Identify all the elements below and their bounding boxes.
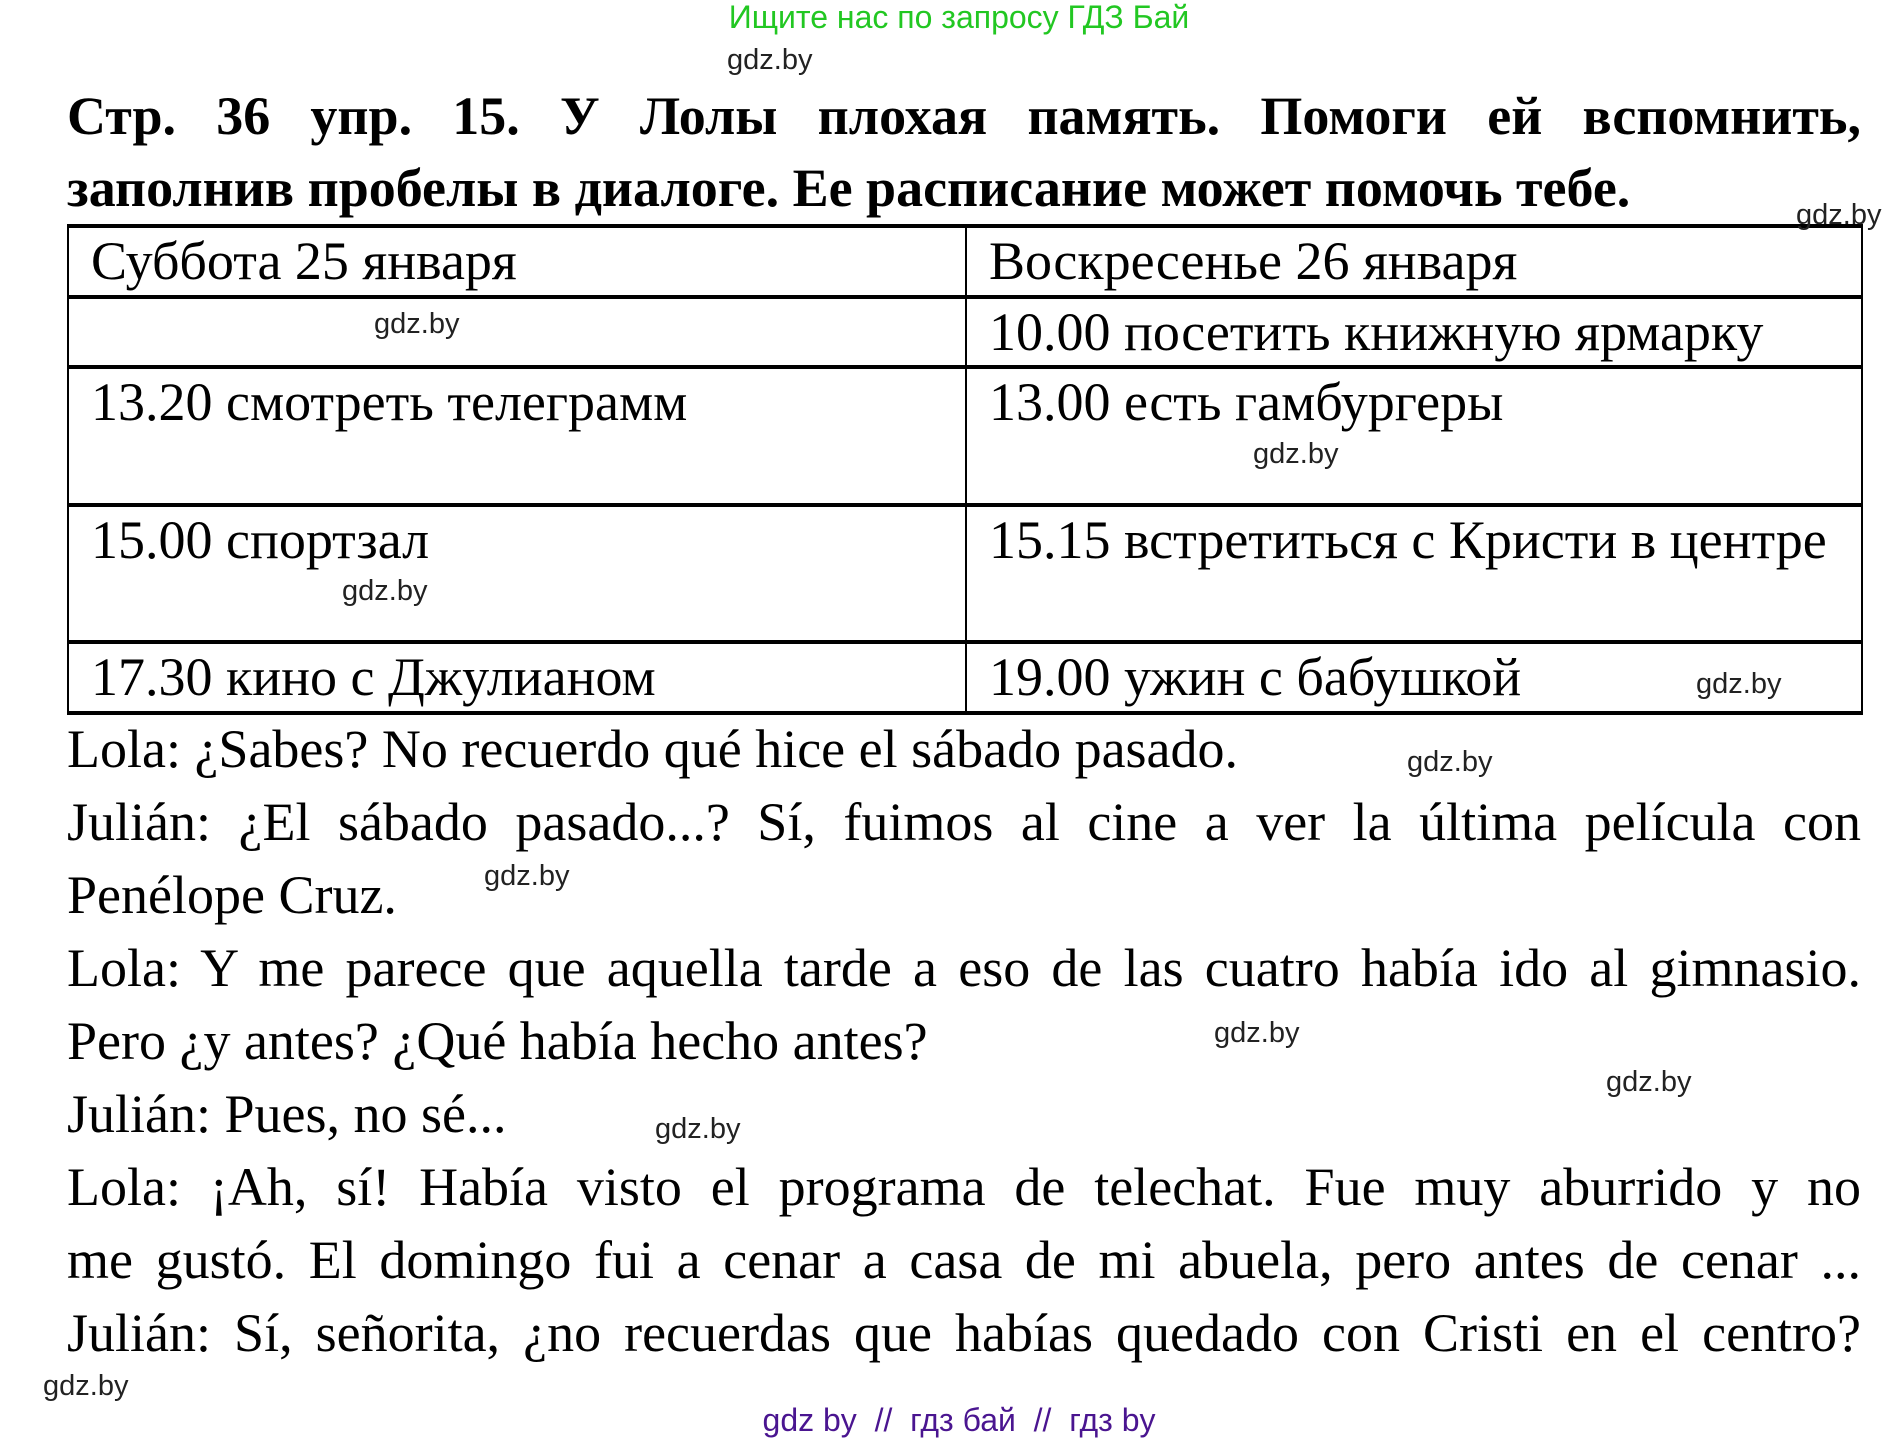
sunday-cell: 15.15 встретиться с Кристи в центре	[966, 505, 1862, 642]
saturday-cell	[68, 297, 966, 367]
watermark: gdz.by	[1253, 438, 1339, 470]
footer-links: gdz by // гдз бай // гдз by	[762, 1402, 1156, 1438]
dialogue-line: Julián: Sí, señorita, ¿no recuerdas que habías quedado con Cristi en el centro?	[67, 1303, 1861, 1363]
header-saturday: Суббота 25 января	[68, 226, 966, 297]
watermark: gdz.by	[342, 575, 428, 607]
header-sunday: Воскресенье 26 января	[966, 226, 1862, 297]
table-row	[68, 642, 1862, 713]
table-row	[68, 367, 1862, 505]
table-row	[68, 505, 1862, 642]
dialogue-line: me gustó. El domingo fui a cenar a casa de mi abuela, pero antes de cenar ...	[67, 1230, 1861, 1290]
sunday-cell: 13.00 есть гамбургеры	[966, 367, 1862, 505]
exercise-title-line-1: Стр. 36 упр. 15. У Лолы плохая память. Помоги ей вспомнить,	[67, 86, 1861, 146]
watermark: gdz.by	[727, 44, 813, 76]
exercise-title-line-2: заполнив пробелы в диалоге. Ее расписание может помочь тебе.	[67, 158, 1631, 218]
dialogue-line: Lola: ¿Sabes? No recuerdo qué hice el sábado pasado.	[67, 719, 1239, 779]
watermark: gdz.by	[655, 1113, 741, 1145]
sunday-cell: 19.00 ужин с бабушкой	[966, 642, 1862, 713]
dialogue-line: Penélope Cruz.	[67, 865, 397, 925]
watermark: gdz.by	[1214, 1017, 1300, 1049]
saturday-cell: 13.20 смотреть телеграмм	[68, 367, 966, 505]
watermark: gdz.by	[1696, 668, 1782, 700]
table-row	[68, 297, 1862, 367]
dialogue-line: Lola: ¡Ah, sí! Había visto el programa de telechat. Fue muy aburrido y no	[67, 1157, 1861, 1217]
watermark: gdz.by	[1796, 199, 1882, 231]
search-banner: Ищите нас по запросу ГДЗ Бай	[728, 0, 1190, 35]
watermark: gdz.by	[1407, 746, 1493, 778]
dialogue-line: Lola: Y me parece que aquella tarde a eso de las cuatro había ido al gimnasio.	[67, 938, 1861, 998]
dialogue-line: Julián: Pues, no sé...	[67, 1084, 507, 1144]
saturday-cell: 15.00 спортзал	[68, 505, 966, 642]
watermark: gdz.by	[1606, 1066, 1692, 1098]
table-header-row	[68, 226, 1862, 297]
sunday-cell: 10.00 посетить книжную ярмарку	[966, 297, 1862, 367]
dialogue-line: Julián: ¿El sábado pasado...? Sí, fuimos al cine a ver la última película con	[67, 792, 1861, 852]
dialogue-line: Pero ¿y antes? ¿Qué había hecho antes?	[67, 1011, 928, 1071]
watermark: gdz.by	[43, 1370, 129, 1402]
watermark: gdz.by	[374, 308, 460, 340]
saturday-cell: 17.30 кино с Джулианом	[68, 642, 966, 713]
schedule-table	[67, 224, 1863, 715]
watermark: gdz.by	[484, 860, 570, 892]
